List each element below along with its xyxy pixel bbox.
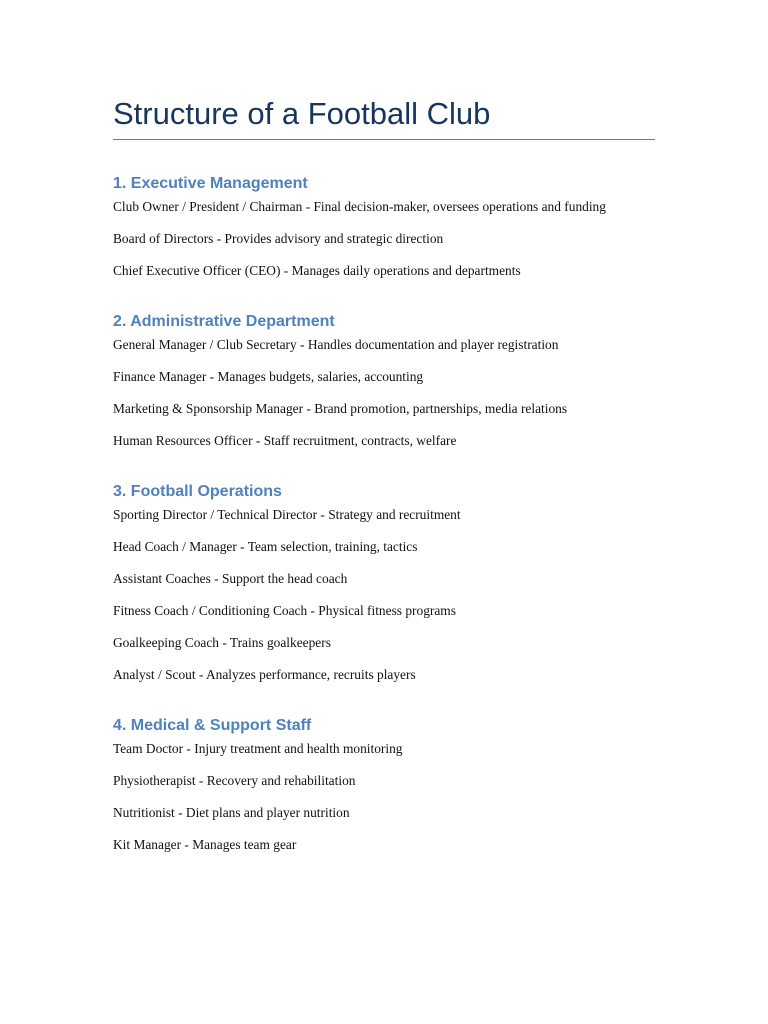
list-item: Sporting Director / Technical Director - Strategy and recruitment (113, 507, 461, 522)
list-item: Nutritionist - Diet plans and player nutrition (113, 805, 350, 820)
list-item: Human Resources Officer - Staff recruitment, contracts, welfare (113, 433, 457, 448)
list-item: Goalkeeping Coach - Trains goalkeepers (113, 635, 331, 650)
list-item: Fitness Coach / Conditioning Coach - Physical fitness programs (113, 603, 456, 618)
section-heading: 2. Administrative Department (113, 313, 335, 330)
section-football-operations (113, 481, 655, 685)
list-item: Chief Executive Officer (CEO) - Manages daily operations and departments (113, 263, 521, 278)
list-item: Kit Manager - Manages team gear (113, 837, 297, 852)
section-medical-support-staff (113, 715, 655, 855)
list-item: Team Doctor - Injury treatment and health monitoring (113, 741, 403, 756)
document-title: Structure of a Football Club (113, 92, 655, 140)
section-heading: 4. Medical & Support Staff (113, 717, 312, 734)
section-heading: 3. Football Operations (113, 483, 282, 500)
list-item: Head Coach / Manager - Team selection, training, tactics (113, 539, 418, 554)
list-item: Analyst / Scout - Analyzes performance, recruits players (113, 667, 416, 682)
list-item: Board of Directors - Provides advisory and strategic direction (113, 231, 444, 246)
section-heading: 1. Executive Management (113, 175, 308, 192)
list-item: Club Owner / President / Chairman - Final decision-maker, oversees operations and funding (113, 199, 606, 214)
list-item: Physiotherapist - Recovery and rehabilitation (113, 773, 356, 788)
list-item: Assistant Coaches - Support the head coach (113, 571, 348, 586)
section-executive-management (113, 173, 655, 281)
document-page (113, 92, 655, 855)
list-item: Marketing & Sponsorship Manager - Brand promotion, partnerships, media relations (113, 401, 568, 416)
list-item: General Manager / Club Secretary - Handles documentation and player registration (113, 337, 559, 352)
list-item: Finance Manager - Manages budgets, salaries, accounting (113, 369, 424, 384)
section-administrative-department (113, 311, 655, 451)
